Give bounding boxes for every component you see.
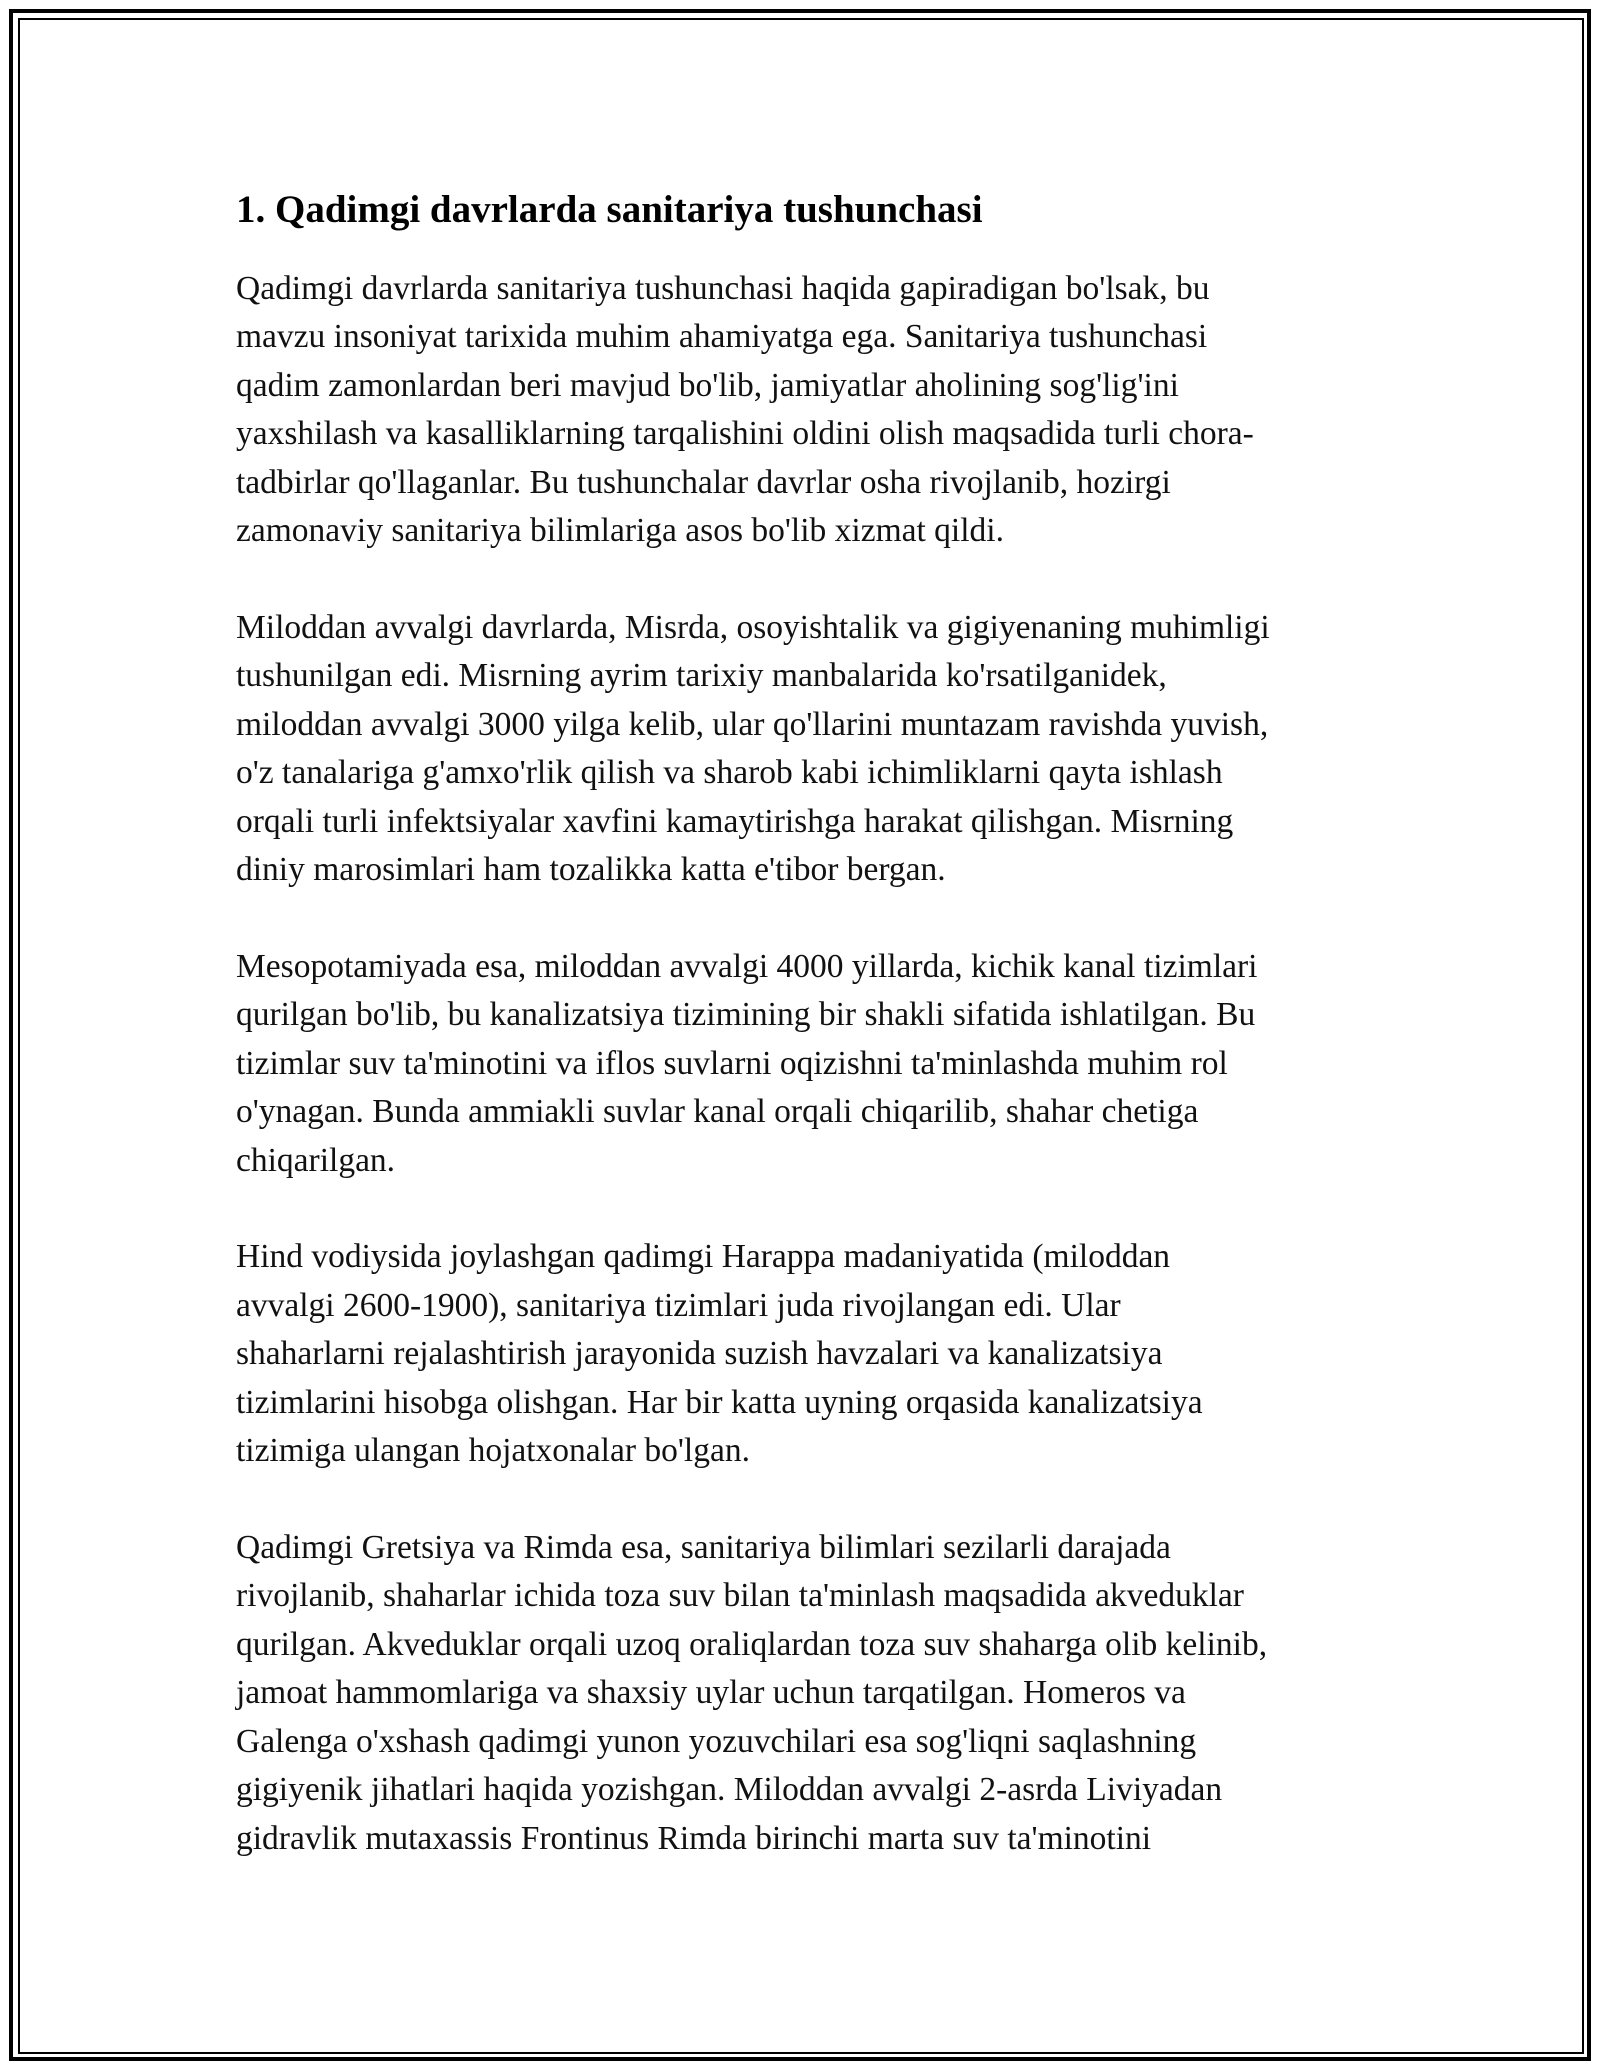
paragraph-sanitation-concept: Qadimgi davrlarda sanitariya tushunchasi haqida gapiradigan bo'lsak, bu mavzu insoniyat tarixida muhim ahamiyatga ega. Sanitariya tushunchasi qadim zamonlardan beri mavjud bo'lib, jamiyatlar aholining sog'lig'ini yaxshilash va kasalliklarning tarqalishini oldini olish maqsadida turli chora- tadbirlar qo'llaganlar. Bu tushunchalar davrlar osha rivojlanib, hozirgi zamonaviy sanitariya bilimlariga asos bo'lib xizmat qildi. (236, 269, 1254, 550)
paragraph-egypt: Miloddan avvalgi davrlarda, Misrda, osoyishtalik va gigiyenaning muhimligi tushunilgan edi. Misrning ayrim tarixiy manbalarida ko'rsatilganidek, miloddan avvalgi 3000 yilga kelib, ular qo'llarini muntazam ravishda yuvish, o'z tanalariga g'amxo'rlik qilish va sharob kabi ichimliklarni qayta ishlash orqali turli infektsiyalar xavfini kamaytirishga harakat qilishgan. Misrning diniy marosimlari ham tozalikka katta e'tibor bergan. (236, 608, 1270, 889)
paragraph-greece-rome: Qadimgi Gretsiya va Rimda esa, sanitariya bilimlari sezilarli darajada rivojlanib, shaharlar ichida toza suv bilan ta'minlash maqsadida akveduklar qurilgan. Akveduklar orqali uzoq oraliqlardan toza suv shaharga olib kelinib, jamoat hammomlariga va shaxsiy uylar uchun tarqatilgan. Homeros va Galenga o'xshash qadimgi yunon yozuvchilari esa sog'liqni saqlashning gigiyenik jihatlari haqida yozishgan. Miloddan avvalgi 2-asrda Liviyadan gidravlik mutaxassis Frontinus Rimda birinchi marta suv ta'minotini (236, 1528, 1268, 1857)
section-title: 1. Qadimgi davrlarda sanitariya tushunchasi (236, 188, 983, 231)
document-body (236, 186, 1376, 1911)
paragraph-mesopotamia: Mesopotamiyada esa, miloddan avvalgi 4000 yillarda, kichik kanal tizimlari qurilgan bo'lib, bu kanalizatsiya tizimining bir shakli sifatida ishlatilgan. Bu tizimlar suv ta'minotini va iflos suvlarni oqizishni ta'minlashda muhim rol o'ynagan. Bunda ammiakli suvlar kanal orqali chiqarilib, shahar chetiga chiqarilgan. (236, 947, 1258, 1179)
paragraph-harappa: Hind vodiysida joylashgan qadimgi Harappa madaniyatida (miloddan avvalgi 2600-1900), sanitariya tizimlari juda rivojlangan edi. Ular shaharlarni rejalashtirish jarayonida suzish havzalari va kanalizatsiya tizimlarini hisobga olishgan. Har bir katta uyning orqasida kanalizatsiya tizimiga ulangan hojatxonalar bo'lgan. (236, 1238, 1203, 1470)
